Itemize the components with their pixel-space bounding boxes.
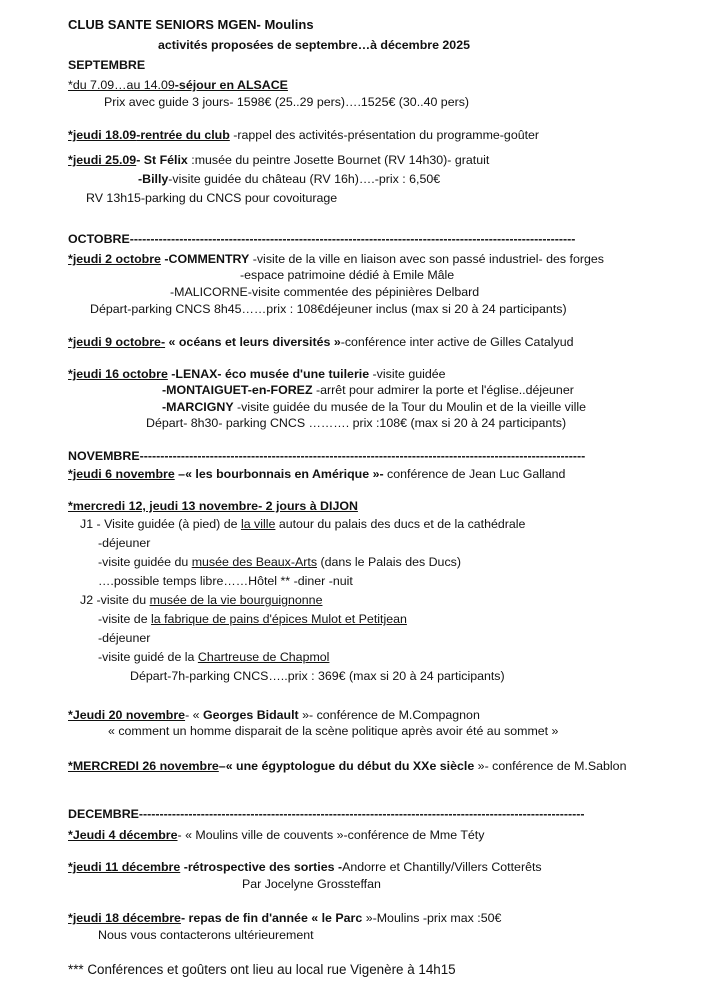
retrospective-presenter: Par Jocelyne Grossteffan (242, 877, 381, 891)
text: J2 -visite du (80, 593, 150, 607)
event-date: *jeudi 6 novembre (68, 467, 175, 481)
event-date: *jeudi 25.09 (68, 153, 137, 167)
heading-septembre: SEPTEMBRE (68, 58, 146, 72)
text: -visite guidée du (98, 555, 192, 569)
event-bourbonnais (68, 467, 565, 482)
program-subtitle: activités proposées de septembre…à décembre 2025 (158, 38, 470, 52)
event-details: »- conférence de M.Sablon (474, 759, 627, 773)
event-details: -visite de la ville en liaison avec son passé industriel- des forges (249, 252, 604, 266)
dijon-fabrique (98, 612, 407, 627)
event-details: »-Moulins -prix max :50€ (362, 911, 502, 925)
event-separator: - (160, 252, 169, 266)
event-retrospective (68, 860, 542, 875)
commentry-departure: Départ-parking CNCS 8h45……prix : 108€déjeuner inclus (max si 20 à 24 participants) (90, 302, 567, 316)
event-date: *jeudi 2 octobre (68, 252, 161, 266)
place-name: -Billy (138, 172, 169, 186)
place-name: LENAX (175, 367, 218, 381)
lenax-departure: Départ- 8h30- parking CNCS ………. prix :108€ (max si 20 à 24 participants) (146, 416, 567, 430)
event-details: conférence de Jean Luc Galland (383, 467, 566, 481)
dijon-lunch-1: -déjeuner (98, 536, 151, 550)
event-title: « océans et leurs diversités » (165, 335, 341, 349)
event-details: -arrêt pour admirer la porte et l'église..déjeuner (312, 383, 574, 397)
event-date: *MERCREDI 26 novembre (68, 759, 219, 773)
event-title: - repas de fin d'année « le Parc (180, 911, 363, 925)
event-repas (68, 911, 501, 926)
event-dijon-title: *mercredi 12, jeudi 13 novembre- 2 jours à DIJON (68, 499, 358, 513)
event-date: *Jeudi 4 décembre (68, 828, 178, 842)
text: autour du palais des ducs et de la cathédrale (275, 517, 526, 531)
event-montaiguet (162, 383, 574, 398)
dijon-day2 (80, 593, 322, 608)
event-egyptologue (68, 759, 626, 774)
event-couvents (68, 828, 484, 843)
dijon-day1 (80, 517, 525, 532)
text: la fabrique de pains d'épices Mulot et Petitjean (151, 612, 407, 626)
event-title: –« une égyptologue du début du XXe siècle (218, 759, 475, 773)
event-rentree (68, 128, 539, 143)
event-details: -visite guidée du château (RV 16h)….-prix : 6,50€ (168, 172, 441, 186)
footer-note: *** Conférences et goûters ont lieu au local rue Vigenère à 14h15 (68, 962, 456, 977)
event-date: *jeudi 16 octobre (68, 367, 168, 381)
event-date: *du 7.09…au 14.09 (68, 78, 175, 92)
dijon-lunch-2: -déjeuner (98, 631, 151, 645)
heading-octobre: OCTOBRE------------------------------------------------------------------------------------------------------------ (68, 232, 576, 246)
heading-decembre: DECEMBRE------------------------------------------------------------------------------------------------------------ (68, 807, 585, 821)
event-title: - St Félix (136, 153, 188, 167)
alsace-price: Prix avec guide 3 jours- 1598€ (25..29 pers)….1525€ (30..40 pers) (104, 95, 470, 109)
club-title: CLUB SANTE SENIORS MGEN- Moulins (68, 17, 314, 32)
text: musée de la vie bourguignonne (149, 593, 323, 607)
place-name: -MONTAIGUET-en-FOREZ (162, 383, 313, 397)
text: J1 - Visite guidée (à pied) de (80, 517, 241, 531)
event-stfelix (68, 153, 489, 168)
event-date: *jeudi 11 décembre (68, 860, 181, 874)
event-date: *jeudi 9 octobre- (68, 335, 166, 349)
event-title: - éco musée d'une tuilerie (217, 367, 370, 381)
dijon-free-time: ….possible temps libre……Hôtel ** -diner -nuit (98, 574, 353, 588)
event-details: -visite guidée (369, 367, 446, 381)
event-details: - « Moulins ville de couvents »-conférence de Mme Téty (177, 828, 485, 842)
event-bidault (68, 708, 480, 723)
text: -visite de (98, 612, 152, 626)
event-title: -rentrée du club (136, 128, 230, 142)
text: musée des Beaux-Arts (191, 555, 318, 569)
event-billy (138, 172, 440, 187)
event-title: -séjour en ALSACE (174, 78, 288, 92)
dijon-chartreuse (98, 650, 329, 665)
event-alsace (68, 78, 288, 93)
event-separator: - (167, 367, 176, 381)
text: (dans le Palais des Ducs) (317, 555, 461, 569)
text: Chartreuse de Chapmol (197, 650, 330, 664)
bidault-quote: « comment un homme disparait de la scène politique après avoir été au sommet » (108, 724, 559, 738)
event-marcigny (162, 400, 586, 415)
event-separator: - « (185, 708, 203, 722)
event-oceans (68, 335, 574, 350)
event-date: *jeudi 18 décembre (68, 911, 181, 925)
event-date: *Jeudi 20 novembre (68, 708, 186, 722)
commentry-detail: -espace patrimoine dédié à Emile Mâle (240, 268, 455, 282)
malicorne-detail: -MALICORNE-visite commentée des pépinières Delbard (170, 285, 480, 299)
event-date: *jeudi 18.09 (68, 128, 137, 142)
repas-contact-note: Nous vous contacterons ultérieurement (98, 928, 314, 942)
event-title: Georges Bidault (202, 708, 299, 722)
dijon-beaux-arts (98, 555, 461, 570)
event-details: -conférence inter active de Gilles Catalyud (340, 335, 574, 349)
event-lenax (68, 367, 446, 382)
event-details: »- conférence de M.Compagnon (298, 708, 480, 722)
event-commentry (68, 252, 604, 267)
event-title: –« les bourbonnais en Amérique »- (174, 467, 384, 481)
dijon-departure: Départ-7h-parking CNCS…..prix : 369€ (max si 20 à 24 participants) (130, 669, 505, 683)
event-title: -rétrospective des sorties - (180, 860, 343, 874)
place-name: COMMENTRY (168, 252, 250, 266)
event-details: :musée du peintre Josette Bournet (RV 14h30)- gratuit (187, 153, 490, 167)
text: la ville (240, 517, 276, 531)
event-details: -rappel des activités-présentation du programme-goûter (229, 128, 540, 142)
text: -visite guidé de la (98, 650, 198, 664)
event-details: -visite guidée du musée de la Tour du Moulin et de la vieille ville (233, 400, 587, 414)
heading-novembre: NOVEMBRE------------------------------------------------------------------------------------------------------------ (68, 449, 586, 463)
place-name: -MARCIGNY (162, 400, 234, 414)
event-details: Andorre et Chantilly/Villers Cotterêts (342, 860, 542, 874)
stfelix-meeting: RV 13h15-parking du CNCS pour covoiturage (86, 191, 338, 205)
